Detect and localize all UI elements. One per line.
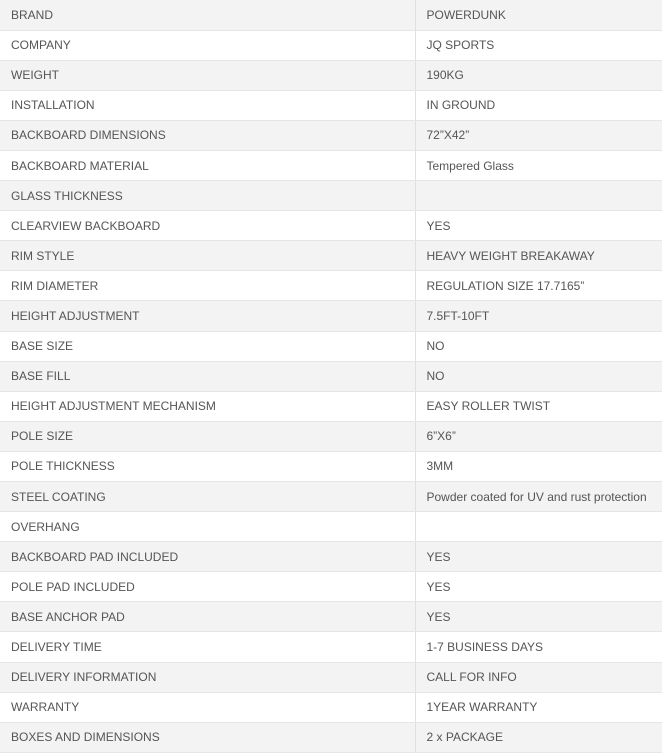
table-row	[0, 451, 662, 481]
table-row	[0, 301, 662, 331]
spec-value: NO	[415, 331, 662, 361]
table-row	[0, 0, 662, 30]
table-row	[0, 60, 662, 90]
table-row	[0, 120, 662, 150]
spec-label: CLEARVIEW BACKBOARD	[0, 211, 415, 241]
spec-label: RIM STYLE	[0, 241, 415, 271]
table-row	[0, 90, 662, 120]
spec-label: BACKBOARD DIMENSIONS	[0, 120, 415, 150]
spec-label: BOXES AND DIMENSIONS	[0, 722, 415, 752]
spec-value: 7.5FT-10FT	[415, 301, 662, 331]
spec-label: COMPANY	[0, 30, 415, 60]
table-row	[0, 181, 662, 211]
spec-label: DELIVERY INFORMATION	[0, 662, 415, 692]
spec-label: GLASS THICKNESS	[0, 181, 415, 211]
table-row	[0, 602, 662, 632]
table-row	[0, 241, 662, 271]
table-row	[0, 331, 662, 361]
table-row	[0, 632, 662, 662]
spec-value: 2 x PACKAGE	[415, 722, 662, 752]
spec-label: BASE SIZE	[0, 331, 415, 361]
spec-value: CALL FOR INFO	[415, 662, 662, 692]
spec-value: POWERDUNK	[415, 0, 662, 30]
spec-label: HEIGHT ADJUSTMENT MECHANISM	[0, 391, 415, 421]
table-row	[0, 271, 662, 301]
table-row	[0, 421, 662, 451]
spec-value: REGULATION SIZE 17.7165”	[415, 271, 662, 301]
table-row	[0, 542, 662, 572]
table-row	[0, 361, 662, 391]
table-row	[0, 482, 662, 512]
spec-value: 72”X42”	[415, 120, 662, 150]
spec-value: YES	[415, 211, 662, 241]
spec-value: 190KG	[415, 60, 662, 90]
spec-value: 3MM	[415, 451, 662, 481]
spec-label: BASE ANCHOR PAD	[0, 602, 415, 632]
spec-label: BASE FILL	[0, 361, 415, 391]
spec-label: WEIGHT	[0, 60, 415, 90]
spec-value: 1-7 BUSINESS DAYS	[415, 632, 662, 662]
spec-label: BACKBOARD PAD INCLUDED	[0, 542, 415, 572]
spec-label: BACKBOARD MATERIAL	[0, 150, 415, 180]
spec-label: BRAND	[0, 0, 415, 30]
spec-value: HEAVY WEIGHT BREAKAWAY	[415, 241, 662, 271]
spec-label: INSTALLATION	[0, 90, 415, 120]
spec-value: YES	[415, 572, 662, 602]
table-row	[0, 662, 662, 692]
spec-value: JQ SPORTS	[415, 30, 662, 60]
spec-label: OVERHANG	[0, 512, 415, 542]
spec-value: EASY ROLLER TWIST	[415, 391, 662, 421]
table-row	[0, 391, 662, 421]
spec-label: POLE PAD INCLUDED	[0, 572, 415, 602]
spec-label: WARRANTY	[0, 692, 415, 722]
spec-value: NO	[415, 361, 662, 391]
spec-label: DELIVERY TIME	[0, 632, 415, 662]
table-row	[0, 572, 662, 602]
spec-value: 6”X6”	[415, 421, 662, 451]
spec-value	[415, 512, 662, 542]
spec-label: HEIGHT ADJUSTMENT	[0, 301, 415, 331]
table-row	[0, 150, 662, 180]
spec-value: YES	[415, 602, 662, 632]
table-row	[0, 722, 662, 752]
table-row	[0, 211, 662, 241]
table-row	[0, 692, 662, 722]
table-row	[0, 30, 662, 60]
spec-value: Powder coated for UV and rust protection	[415, 482, 662, 512]
spec-value	[415, 181, 662, 211]
spec-label: RIM DIAMETER	[0, 271, 415, 301]
spec-value: 1YEAR WARRANTY	[415, 692, 662, 722]
spec-label: STEEL COATING	[0, 482, 415, 512]
spec-value: Tempered Glass	[415, 150, 662, 180]
table-row	[0, 512, 662, 542]
spec-value: IN GROUND	[415, 90, 662, 120]
spec-label: POLE THICKNESS	[0, 451, 415, 481]
spec-value: YES	[415, 542, 662, 572]
spec-label: POLE SIZE	[0, 421, 415, 451]
